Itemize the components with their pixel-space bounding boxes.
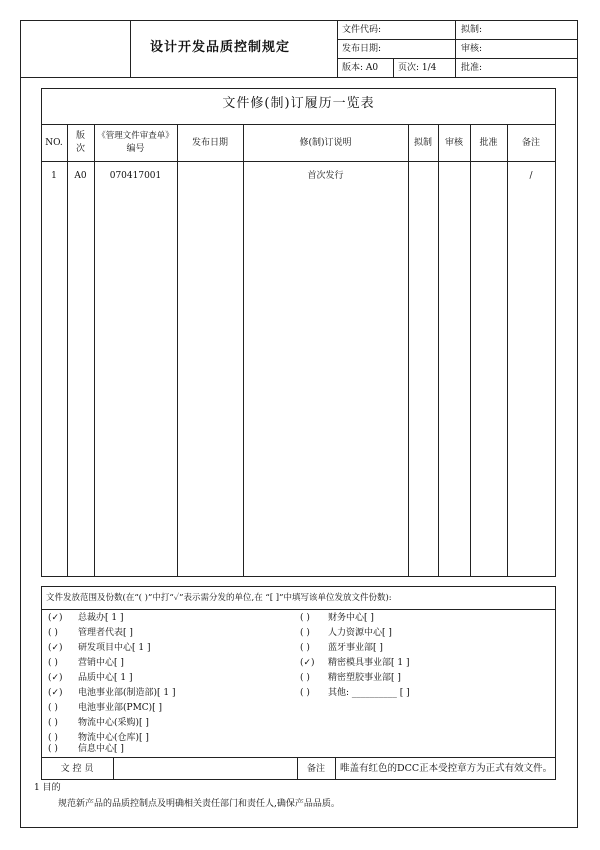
col-description: 修(制)订说明 <box>299 138 352 148</box>
clerk-label: 文 控 员 <box>60 764 94 774</box>
dist-name: 精密模具事业部[ 1 ] <box>328 658 410 668</box>
version-label: 版本: A0 <box>342 63 379 73</box>
page-label: 页次: 1/4 <box>398 63 437 73</box>
dist-name: 信息中心[ ] <box>78 744 124 754</box>
col-version: 次 <box>75 144 85 154</box>
row-version: A0 <box>74 171 87 181</box>
row-review-no: 070417001 <box>109 171 162 181</box>
col-review: 审核 <box>444 138 463 148</box>
remark-text: 唯盖有红色的DCC正本受控章方为正式有效文件。 <box>340 763 553 774</box>
dist-name: 营销中心[ ] <box>78 658 124 668</box>
reviewer-label: 审核: <box>461 44 483 54</box>
dist-mark: ( ) <box>300 628 310 638</box>
dist-mark: ( ) <box>48 658 58 668</box>
dist-mark: ( ) <box>48 744 58 754</box>
row-remark: / <box>529 171 533 181</box>
dist-name: 人力资源中心[ ] <box>328 628 392 638</box>
dist-mark: ( ) <box>300 643 310 653</box>
row-description: 首次发行 <box>307 171 344 181</box>
dist-name: 电池事业部(PMC)[ ] <box>78 703 163 713</box>
col-draft: 拟制 <box>413 138 432 148</box>
section-text: 规范新产品的品质控制点及明确相关责任部门和责任人,确保产品品质。 <box>58 799 340 809</box>
approver-label: 批准: <box>461 63 483 73</box>
dist-mark: (✓) <box>300 658 315 668</box>
dist-mark: (✓) <box>48 613 63 623</box>
release-date-label: 发布日期: <box>342 44 382 54</box>
doc-title: 设计开发品质控制规定 <box>150 40 291 55</box>
dist-name: 管理者代表[ ] <box>78 628 133 638</box>
dist-name: 物流中心(采购)[ ] <box>78 718 149 728</box>
dist-name: 其他: __________ [ ] <box>328 688 410 698</box>
dist-mark: (✓) <box>48 643 63 653</box>
dist-mark: ( ) <box>48 628 58 638</box>
dist-mark: ( ) <box>48 703 58 713</box>
col-release-date: 发布日期 <box>191 138 228 148</box>
col-review-no: 编号 <box>126 144 145 154</box>
dist-mark: ( ) <box>48 733 58 743</box>
section-heading: 1 目的 <box>34 783 61 793</box>
dist-name: 总裁办[ 1 ] <box>78 613 124 623</box>
dist-mark: ( ) <box>300 613 310 623</box>
dist-mark: (✓) <box>48 673 63 683</box>
col-review-no: 《管理文件审查单》 <box>97 131 174 141</box>
dist-name: 品质中心[ 1 ] <box>78 673 133 683</box>
history-title: 文件修(制)订履历一览表 <box>222 96 375 111</box>
col-version: 版 <box>75 131 85 141</box>
dist-mark: ( ) <box>48 718 58 728</box>
drafter-label: 拟制: <box>461 25 483 35</box>
dist-name: 精密塑胶事业部[ ] <box>328 673 401 683</box>
dist-name: 电池事业部(制造部)[ 1 ] <box>78 688 176 698</box>
dist-name: 研发项目中心[ 1 ] <box>78 643 151 653</box>
col-no: NO. <box>45 138 63 148</box>
dist-mark: (✓) <box>48 688 63 698</box>
dist-name: 物流中心(仓库)[ ] <box>78 733 149 743</box>
row-no: 1 <box>51 171 57 181</box>
distribution-heading: 文件发放范围及份数(在“( )”中打“✓”表示需分发的单位,在 “[ ]”中填写该单位发放文件份数): <box>46 593 392 603</box>
dist-mark: ( ) <box>300 688 310 698</box>
dist-mark: ( ) <box>300 673 310 683</box>
doc-code-label: 文件代码: <box>342 25 382 35</box>
remark-label: 备注 <box>306 764 325 774</box>
col-approve: 批准 <box>479 138 498 148</box>
dist-name: 蓝牙事业部[ ] <box>328 643 383 653</box>
dist-name: 财务中心[ ] <box>328 613 374 623</box>
col-remark: 备注 <box>521 138 540 148</box>
